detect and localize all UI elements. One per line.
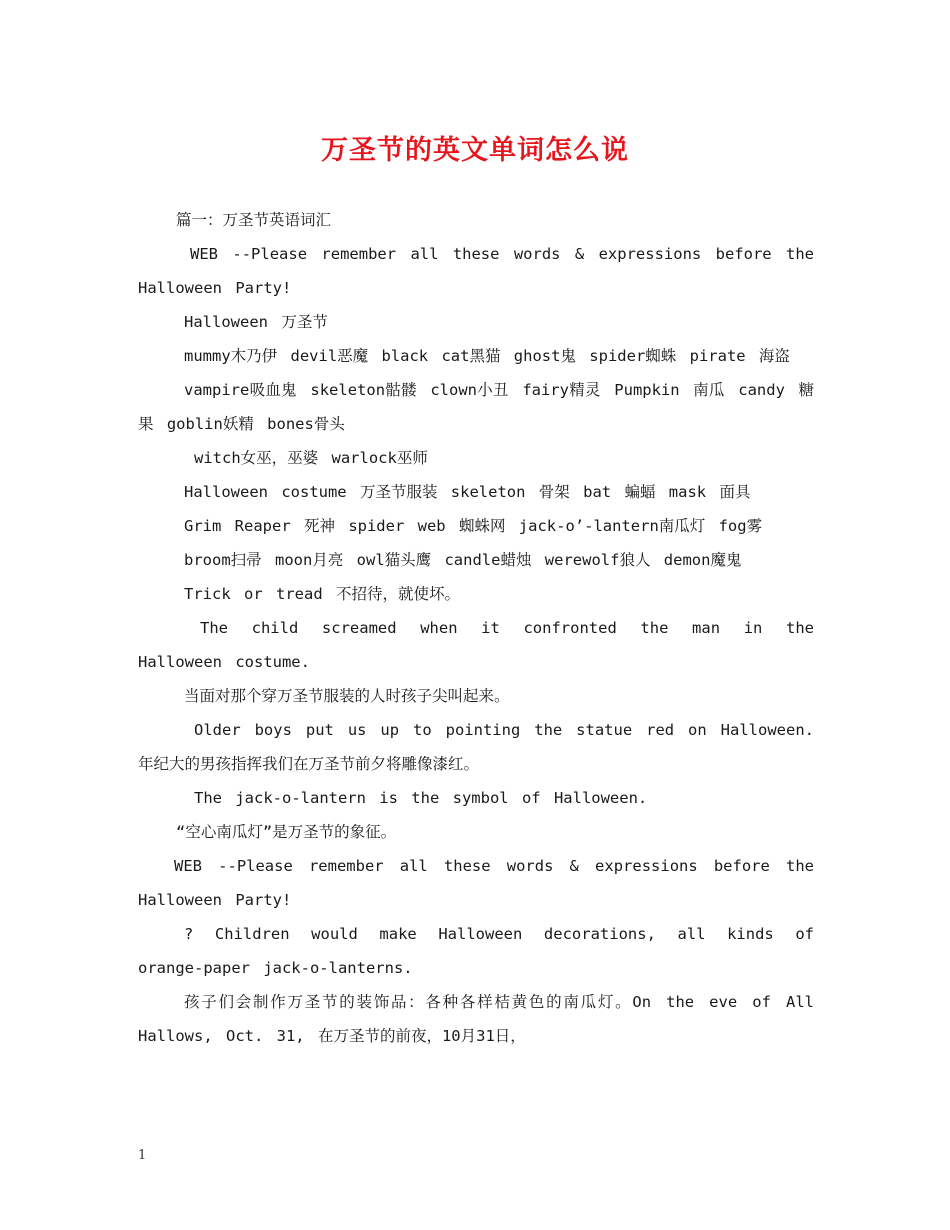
page-number: 1 [138, 1148, 147, 1163]
paragraph: witch女巫，巫婆 warlock巫师 [194, 449, 428, 467]
paragraph: Older boys put us up to pointing the statue red on Halloween. 年纪大的男孩指挥我们在万圣节前夕将雕像漆红。 [138, 721, 814, 773]
paragraph: broom扫帚 moon月亮 owl猫头鹰 candle蜡烛 werewolf狼人 demon魔鬼 [184, 551, 742, 569]
paragraph: ? Children would make Halloween decorations, all kinds of orange-paper jack-o-lanterns. [138, 925, 814, 977]
paragraph: Trick or tread 不招待，就使坏。 [184, 585, 460, 603]
document-body [138, 203, 814, 1053]
paragraph: The jack-o-lantern is the symbol of Halloween. [194, 789, 648, 807]
paragraph: “空心南瓜灯”是万圣节的象征。 [176, 823, 397, 841]
paragraph: The child screamed when it confronted the man in the Halloween costume. [138, 619, 814, 671]
paragraph: mummy木乃伊 devil恶魔 black cat黑猫 ghost鬼 spider蜘蛛 pirate 海盗 [184, 347, 790, 365]
paragraph: vampire吸血鬼 skeleton骷髅 clown小丑 fairy精灵 Pumpkin 南瓜 candy 糖果 goblin妖精 bones骨头 [138, 381, 814, 433]
paragraph: WEB --Please remember all these words & expressions before the Halloween Party! [138, 245, 814, 297]
paragraph: 孩子们会制作万圣节的装饰品：各种各样桔黄色的南瓜灯。On the eve of All Hallows, Oct. 31, 在万圣节的前夜，10月31日， [138, 993, 814, 1045]
paragraph: Halloween 万圣节 [184, 313, 328, 331]
paragraph: 当面对那个穿万圣节服装的人时孩子尖叫起来。 [184, 687, 510, 705]
paragraph: Halloween costume 万圣节服装 skeleton 骨架 bat 蝙蝠 mask 面具 [184, 483, 751, 501]
document-title: 万圣节的英文单词怎么说 [321, 135, 629, 166]
paragraph: Grim Reaper 死神 spider web 蜘蛛网 jack-o’-lantern南瓜灯 fog雾 [184, 517, 763, 535]
paragraph: WEB --Please remember all these words & expressions before the Halloween Party! [138, 857, 814, 909]
section-heading: 篇一：万圣节英语词汇 [176, 211, 332, 229]
